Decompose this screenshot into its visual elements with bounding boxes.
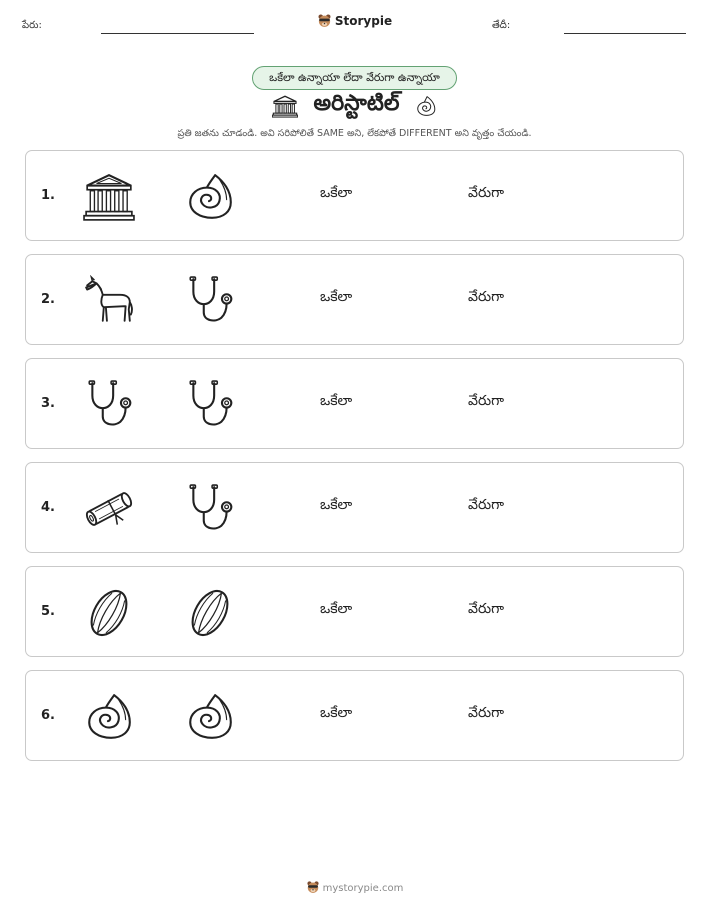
seed-icon — [183, 587, 237, 639]
footer-site[interactable]: mystorypie.com — [322, 883, 404, 894]
same-option[interactable]: ఒకేలా — [320, 185, 353, 201]
stethoscope-icon — [183, 275, 237, 327]
question-card-1 — [25, 150, 684, 241]
horse-icon — [82, 275, 136, 327]
seashell-icon — [415, 95, 437, 117]
seashell-icon — [82, 691, 136, 743]
question-number: 1. — [41, 188, 55, 203]
same-option[interactable]: ఒకేలా — [320, 705, 353, 721]
title-row — [0, 91, 709, 121]
date-label: తేదీ: — [492, 20, 511, 31]
greek-temple-icon — [272, 94, 298, 118]
footer — [0, 880, 709, 894]
same-option[interactable]: ఒకేలా — [320, 289, 353, 305]
page-title: అరిస్టాటిల్ — [313, 91, 400, 116]
different-option[interactable]: వేరుగా — [468, 705, 504, 721]
seashell-icon — [183, 691, 237, 743]
seed-icon — [82, 587, 136, 639]
brand-name: Storypie — [334, 14, 393, 28]
stethoscope-icon — [183, 483, 237, 535]
question-card-3 — [25, 358, 684, 449]
storypie-logo-icon — [306, 880, 320, 894]
question-number: 6. — [41, 708, 55, 723]
same-option[interactable]: ఒకేలా — [320, 497, 353, 513]
different-option[interactable]: వేరుగా — [468, 289, 504, 305]
same-option[interactable]: ఒకేలా — [320, 393, 353, 409]
different-option[interactable]: వేరుగా — [468, 185, 504, 201]
stethoscope-icon — [183, 379, 237, 431]
different-option[interactable]: వేరుగా — [468, 497, 504, 513]
question-card-6 — [25, 670, 684, 761]
storypie-logo-icon — [317, 13, 332, 28]
stethoscope-icon — [82, 379, 136, 431]
seashell-icon — [183, 171, 237, 223]
different-option[interactable]: వేరుగా — [468, 393, 504, 409]
same-option[interactable]: ఒకేలా — [320, 601, 353, 617]
different-option[interactable]: వేరుగా — [468, 601, 504, 617]
question-card-5 — [25, 566, 684, 657]
name-field[interactable] — [101, 33, 254, 34]
name-label: పేరు: — [22, 20, 42, 31]
question-number: 3. — [41, 396, 55, 411]
question-number: 2. — [41, 292, 55, 307]
question-card-2 — [25, 254, 684, 345]
date-field[interactable] — [564, 33, 686, 34]
question-card-4 — [25, 462, 684, 553]
question-number: 5. — [41, 604, 55, 619]
instructions: ప్రతి జతను చూడండి. అవి సరిపోలితే SAME అని, లేకపోతే DIFFERENT అని వృత్తం చేయండి. — [177, 128, 532, 139]
brand — [0, 13, 709, 28]
question-number: 4. — [41, 500, 55, 515]
worksheet-type-badge: ఒకేలా ఉన్నాయా లేదా వేరుగా ఉన్నాయా — [252, 66, 457, 90]
greek-temple-icon — [82, 171, 136, 223]
scroll-icon — [82, 483, 136, 535]
